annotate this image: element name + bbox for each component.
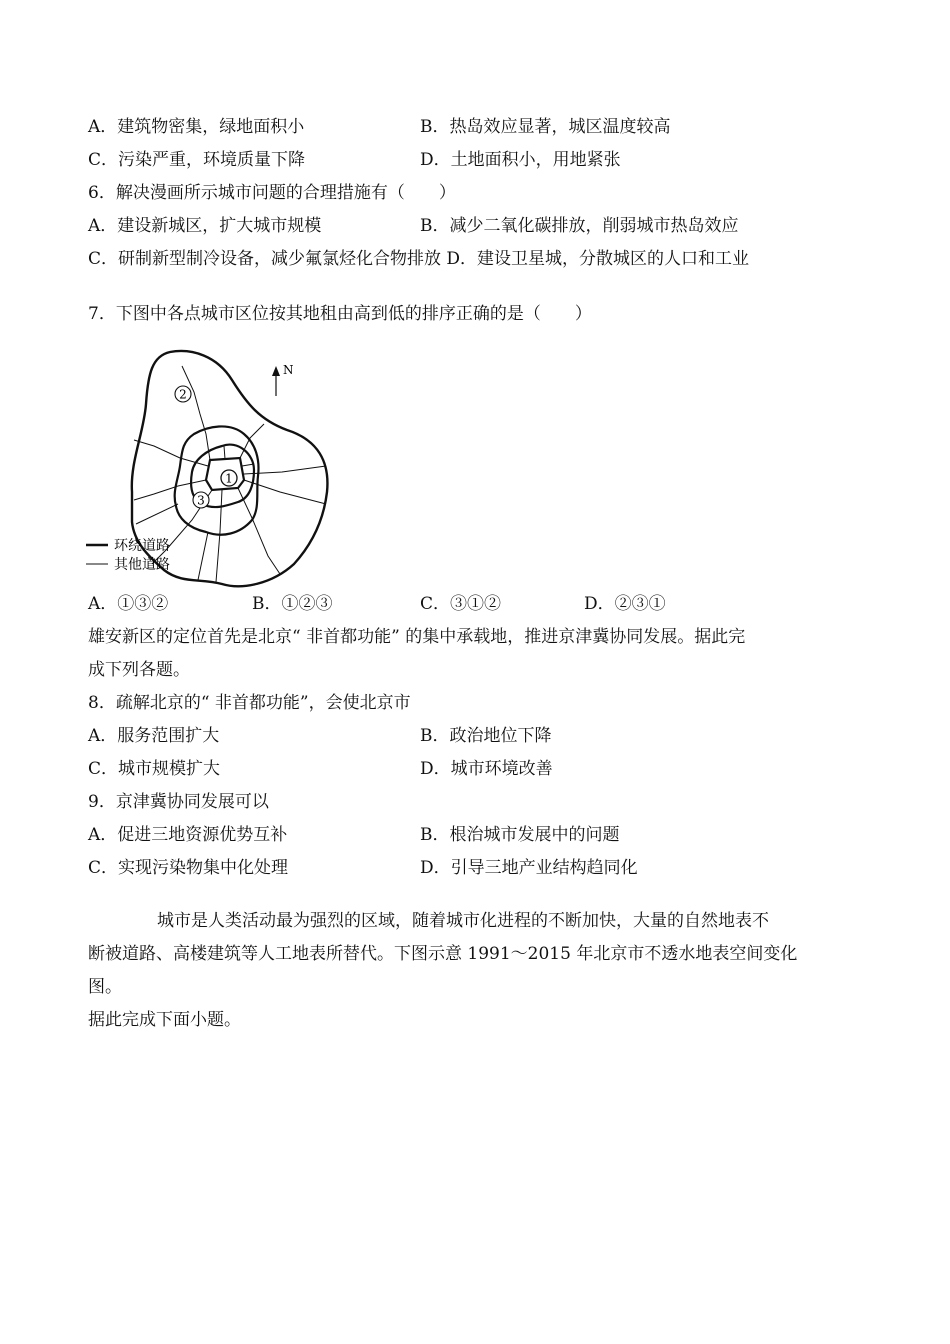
- q7-option-d: D．②③①: [584, 594, 666, 614]
- legend-ring-road: 环绕道路: [114, 538, 170, 554]
- city-ring-road-map: [82, 342, 342, 592]
- q6-option-cd: C．研制新型制冷设备，减少氟氯烃化合物排放 D．建设卫星城，分散城区的人口和工业: [88, 249, 750, 269]
- xiongan-passage-line-2: 成下列各题。: [88, 660, 190, 680]
- svg-text:2: 2: [179, 387, 187, 402]
- q5-option-c: C．污染严重，环境质量下降: [88, 150, 306, 170]
- beijing-passage-line-1: 城市是人类活动最为强烈的区域，随着城市化进程的不断加快，大量的自然地表不: [157, 911, 769, 931]
- q8-option-a: A．服务范围扩大: [88, 726, 220, 746]
- q5-option-d: D．土地面积小，用地紧张: [420, 150, 621, 170]
- beijing-passage-line-2: 断被道路、高楼建筑等人工地表所替代。下图示意 1991～2015 年北京市不透水地表空间变化: [88, 944, 798, 964]
- q7-option-a: A．①③②: [88, 594, 169, 614]
- svg-text:3: 3: [197, 493, 205, 508]
- q5-option-b: B．热岛效应显著，城区温度较高: [420, 117, 671, 137]
- svg-text:N: N: [283, 363, 294, 377]
- q8-option-d: D．城市环境改善: [420, 759, 553, 779]
- q8-stem: 8．疏解北京的“ 非首都功能”，会使北京市: [88, 693, 411, 713]
- q8-option-c: C．城市规模扩大: [88, 759, 221, 779]
- q6-stem: 6．解决漫画所示城市问题的合理措施有（ ）: [88, 183, 456, 203]
- q7-option-b: B．①②③: [252, 594, 333, 614]
- q9-option-b: B．根治城市发展中的问题: [420, 825, 620, 845]
- legend-other-road: 其他道路: [114, 557, 170, 573]
- q8-option-b: B．政治地位下降: [420, 726, 552, 746]
- q9-option-c: C．实现污染物集中化处理: [88, 858, 289, 878]
- q9-stem: 9．京津冀协同发展可以: [88, 792, 269, 812]
- q6-option-b: B．减少二氧化碳排放，削弱城市热岛效应: [420, 216, 739, 236]
- point-1: [221, 470, 237, 486]
- beijing-passage-line-4: 据此完成下面小题。: [88, 1010, 241, 1030]
- q5-option-a: A．建筑物密集，绿地面积小: [88, 117, 305, 137]
- q9-option-d: D．引导三地产业结构趋同化: [420, 858, 638, 878]
- point-2: [175, 386, 191, 402]
- q9-option-a: A．促进三地资源优势互补: [88, 825, 288, 845]
- point-3: [193, 492, 209, 508]
- xiongan-passage-line-1: 雄安新区的定位首先是北京“ 非首都功能” 的集中承载地，推进京津冀协同发展。据此完: [88, 627, 746, 647]
- q7-option-c: C．③①②: [420, 594, 502, 614]
- map-legend: [86, 537, 170, 573]
- q7-stem: 7．下图中各点城市区位按其地租由高到低的排序正确的是（ ）: [88, 304, 592, 324]
- q6-option-a: A．建设新城区，扩大城市规模: [88, 216, 322, 236]
- svg-text:1: 1: [225, 471, 233, 486]
- beijing-passage-line-3: 图。: [88, 977, 122, 997]
- north-arrow: [272, 363, 294, 396]
